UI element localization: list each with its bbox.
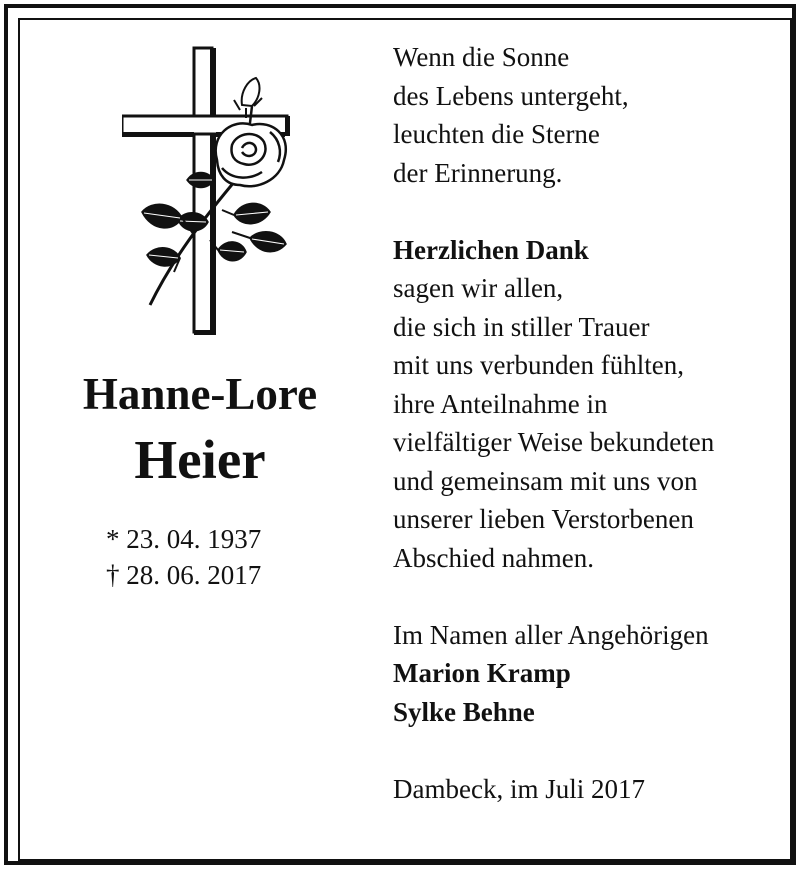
thanks-line: und gemeinsam mit uns von bbox=[393, 465, 698, 496]
on-behalf-line: Im Namen aller Angehörigen bbox=[393, 619, 709, 650]
thanks-heading: Herzlichen Dank bbox=[393, 234, 589, 265]
place-date: Dambeck, im Juli 2017 bbox=[393, 773, 645, 804]
notice-text bbox=[393, 38, 783, 808]
poem-line: Wenn die Sonne bbox=[393, 42, 570, 72]
birth-date: * 23. 04. 1937 bbox=[106, 524, 262, 554]
thanks-line: mit uns verbunden fühlten, bbox=[393, 350, 684, 380]
thanks-line: Abschied nahmen. bbox=[393, 542, 594, 573]
cross-with-rose-icon bbox=[122, 40, 302, 340]
signatory-name: Marion Kramp bbox=[393, 658, 571, 688]
thanks-line: unserer lieben Verstorbenen bbox=[393, 504, 694, 534]
thanks-line: sagen wir allen, bbox=[393, 273, 564, 303]
poem-line: leuchten die Sterne bbox=[393, 119, 600, 149]
poem-line: des Lebens untergeht, bbox=[393, 80, 629, 111]
deceased-last-name: Heier bbox=[134, 429, 266, 490]
life-dates bbox=[106, 521, 261, 593]
thanks-line: die sich in stiller Trauer bbox=[393, 311, 650, 342]
deceased-first-name: Hanne-Lore bbox=[82, 369, 318, 419]
signatory-name: Sylke Behne bbox=[393, 696, 535, 727]
thanks-line: vielfältiger Weise bekundeten bbox=[393, 427, 715, 457]
thanks-line: ihre Anteilnahme in bbox=[393, 388, 608, 419]
poem-line: der Erinnerung. bbox=[393, 157, 563, 188]
death-date: † 28. 06. 2017 bbox=[106, 560, 262, 590]
